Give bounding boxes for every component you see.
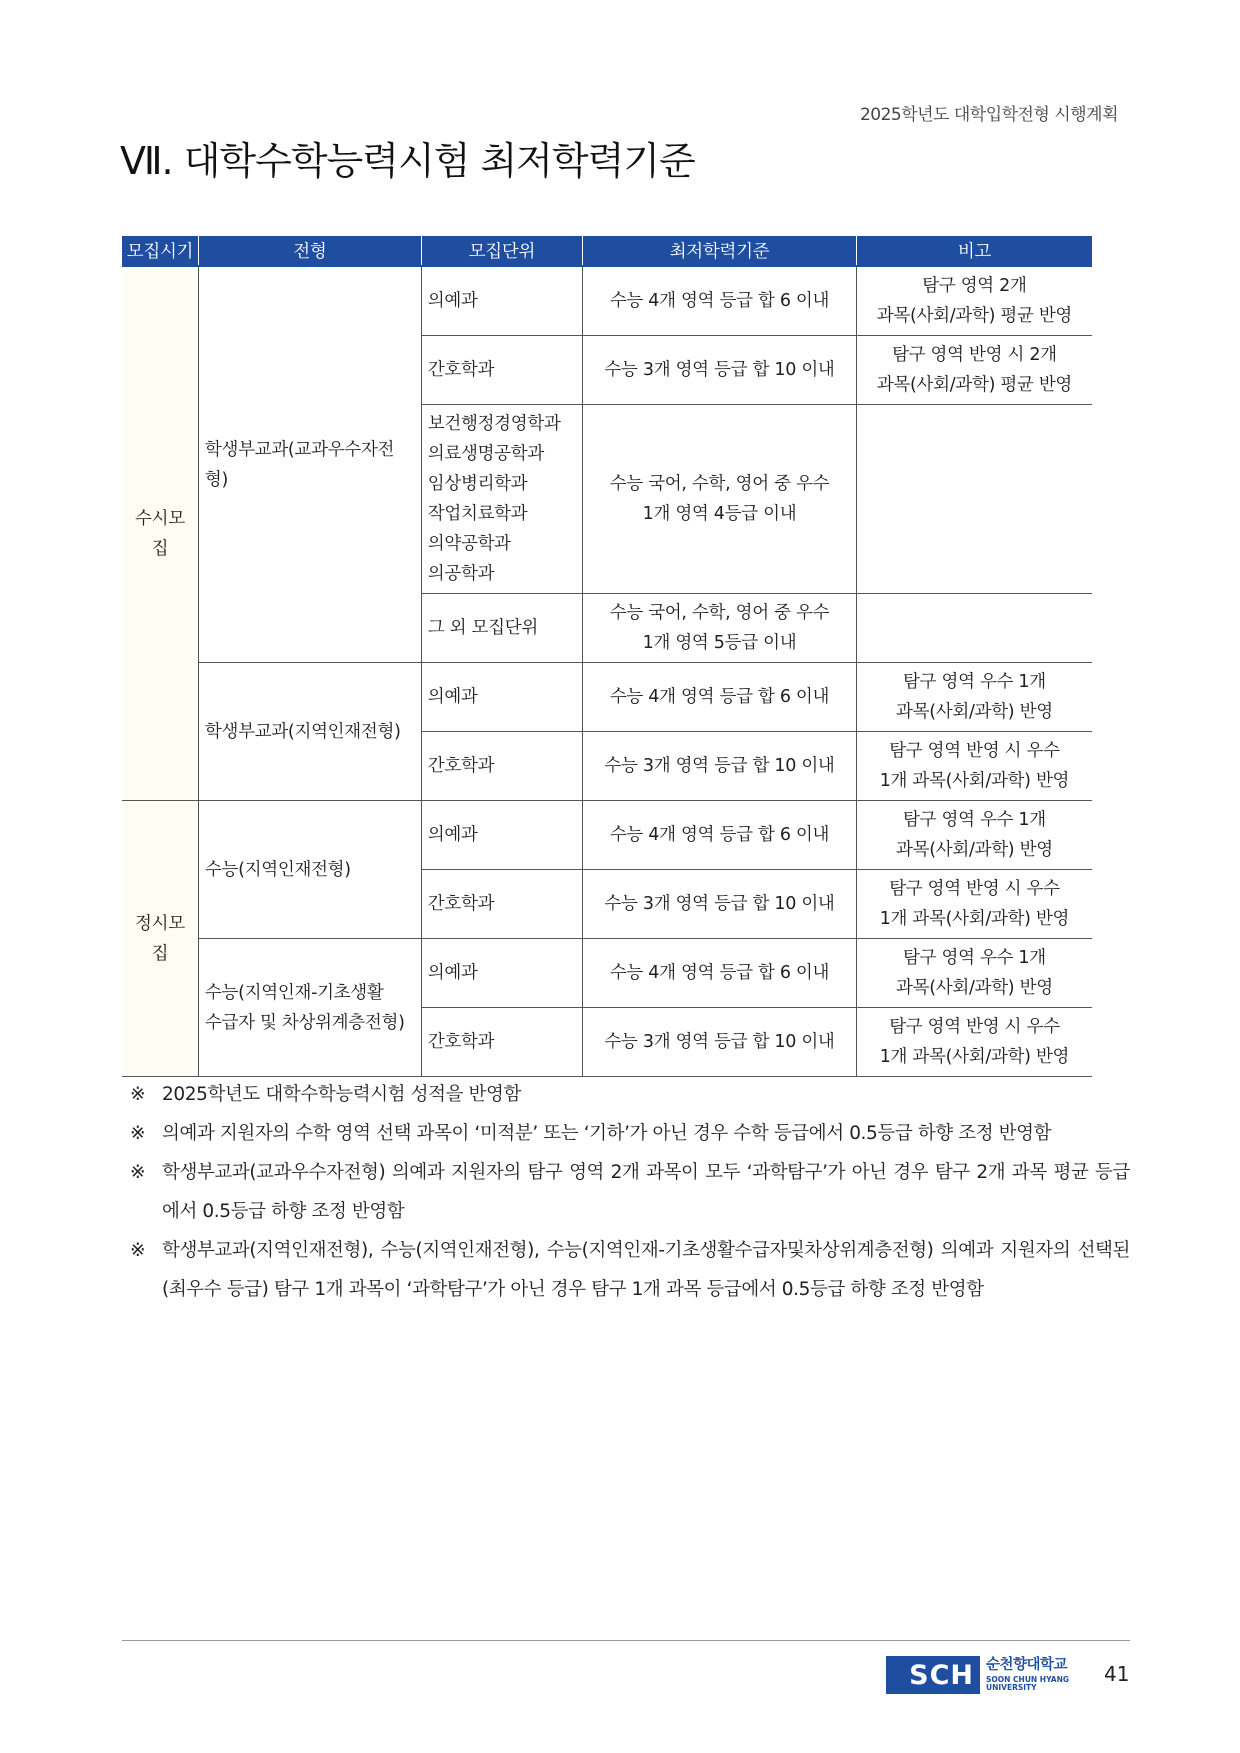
note-cell-empty [856,405,1092,594]
unit-cell: 그 외 모집단위 [421,594,582,663]
reference-mark-icon: ※ [130,1123,146,1144]
note-cell [856,1008,1092,1077]
criteria-cell [583,594,857,663]
reference-mark-icon: ※ [130,1084,146,1105]
logo-name-english-line: SOON CHUN HYANG [986,1674,1070,1684]
unit-list-item: 작업치료학과 [427,504,528,524]
note-line: 탐구 영역 우수 1개 [903,948,1046,968]
note-line: 탐구 영역 반영 시 2개 [892,345,1057,365]
unit-list-item: 의공학과 [427,564,495,584]
reference-mark-icon: ※ [130,1162,146,1183]
unit-list-item: 의료생명공학과 [427,444,545,464]
footnote-list [130,1075,1130,1309]
logo-name-english-line: UNIVERSITY [986,1682,1037,1692]
note-line: 과목(사회/과학) 반영 [896,702,1053,722]
note-line: 과목(사회/과학) 평균 반영 [876,306,1073,326]
page-number: 41 [1104,1662,1130,1686]
document-running-title: 2025학년도 대학입학전형 시행계획 [859,105,1118,125]
logo-mark: SCH [886,1656,980,1694]
page-title: Ⅶ. 대학수학능력시험 최저학력기준 [120,139,695,183]
criteria-cell: 수능 4개 영역 등급 합 6 이내 [583,801,857,870]
table-row [122,801,1092,870]
table-header-row [122,236,1092,266]
university-logo [886,1655,1069,1695]
note-line: 과목(사회/과학) 반영 [896,840,1053,860]
unit-list-cell [421,405,582,594]
logo-name-korean: 순천향대학교 [986,1657,1068,1674]
note-line: 탐구 영역 반영 시 우수 [889,1017,1060,1037]
unit-cell: 의예과 [421,266,582,336]
note-line: 1개 과목(사회/과학) 반영 [879,771,1070,791]
note-line: 탐구 영역 우수 1개 [903,810,1046,830]
note-line: 1개 과목(사회/과학) 반영 [879,909,1070,929]
note-cell [856,939,1092,1008]
footnote-item [130,1114,1130,1153]
table-row [122,939,1092,1008]
note-line: 탐구 영역 2개 [922,276,1027,296]
footnote-text: 2025학년도 대학수학능력시험 성적을 반영함 [162,1084,521,1105]
column-header-note: 비고 [856,236,1092,266]
column-header-unit: 모집단위 [421,236,582,266]
criteria-line: 수능 국어, 수학, 영어 중 우수 [609,474,830,494]
footnote-text: 학생부교과(지역인재전형), 수능(지역인재전형), 수능(지역인재-기초생활수급자및차상위계층전형) 의예과 지원자의 선택된(최우수 등급) 탐구 1개 과목이 ‘과학탐구’가 아닌 경우 탐구 1개 과목 등급에서 0.5등급 하향 조정 반영함 [162,1240,1130,1300]
footnote-item [130,1153,1130,1231]
criteria-cell: 수능 3개 영역 등급 합 10 이내 [583,336,857,405]
unit-cell: 의예과 [421,801,582,870]
note-cell [856,663,1092,732]
footnote-text: 학생부교과(교과우수자전형) 의예과 지원자의 탐구 영역 2개 과목이 모두 ‘과학탐구’가 아닌 경우 탐구 2개 과목 평균 등급에서 0.5등급 하향 조정 반영함 [162,1162,1130,1222]
criteria-line: 수능 국어, 수학, 영어 중 우수 [609,603,830,623]
type-cell: 학생부교과(지역인재전형) [198,663,421,801]
criteria-cell [583,405,857,594]
type-cell: 학생부교과(교과우수자전형) [198,266,421,663]
unit-cell: 간호학과 [421,732,582,801]
type-line: 수급자 및 차상위계층전형) [204,1012,405,1033]
footnote-item [130,1231,1130,1309]
unit-cell: 간호학과 [421,336,582,405]
unit-list-item: 보건행정경영학과 [427,414,561,434]
note-line: 탐구 영역 우수 1개 [903,672,1046,692]
note-line: 탐구 영역 반영 시 우수 [889,741,1060,761]
note-cell-empty [856,594,1092,663]
footnote-text: 의예과 지원자의 수학 영역 선택 과목이 ‘미적분’ 또는 ‘기하’가 아닌 경우 수학 등급에서 0.5등급 하향 조정 반영함 [162,1123,1052,1144]
criteria-cell: 수능 3개 영역 등급 합 10 이내 [583,870,857,939]
unit-cell: 간호학과 [421,1008,582,1077]
unit-cell: 간호학과 [421,870,582,939]
column-header-criteria: 최저학력기준 [583,236,857,266]
criteria-cell: 수능 4개 영역 등급 합 6 이내 [583,266,857,336]
table-row [122,663,1092,732]
type-cell [198,939,421,1077]
note-line: 탐구 영역 반영 시 우수 [889,879,1060,899]
criteria-line: 1개 영역 4등급 이내 [642,504,797,524]
note-cell [856,732,1092,801]
column-header-period: 모집시기 [122,236,198,266]
minimum-criteria-table [122,236,1092,1077]
criteria-line: 1개 영역 5등급 이내 [642,633,797,653]
period-cell: 수시모집 [122,266,198,801]
unit-list-item: 임상병리학과 [427,474,528,494]
period-cell: 정시모집 [122,801,198,1077]
unit-cell: 의예과 [421,663,582,732]
type-cell: 수능(지역인재전형) [198,801,421,939]
note-cell [856,266,1092,336]
note-line: 과목(사회/과학) 평균 반영 [876,375,1073,395]
table-row [122,266,1092,336]
column-header-type: 전형 [198,236,421,266]
type-line: 수능(지역인재-기초생활 [204,982,384,1003]
unit-cell: 의예과 [421,939,582,1008]
reference-mark-icon: ※ [130,1240,146,1261]
footer-divider [122,1640,1130,1641]
footnote-item [130,1075,1130,1114]
note-cell [856,801,1092,870]
unit-list-item: 의약공학과 [427,534,511,554]
note-line: 1개 과목(사회/과학) 반영 [879,1047,1070,1067]
criteria-cell: 수능 4개 영역 등급 합 6 이내 [583,939,857,1008]
note-cell [856,336,1092,405]
criteria-cell: 수능 3개 영역 등급 합 10 이내 [583,732,857,801]
criteria-cell: 수능 3개 영역 등급 합 10 이내 [583,1008,857,1077]
note-cell [856,870,1092,939]
criteria-cell: 수능 4개 영역 등급 합 6 이내 [583,663,857,732]
note-line: 과목(사회/과학) 반영 [896,978,1053,998]
